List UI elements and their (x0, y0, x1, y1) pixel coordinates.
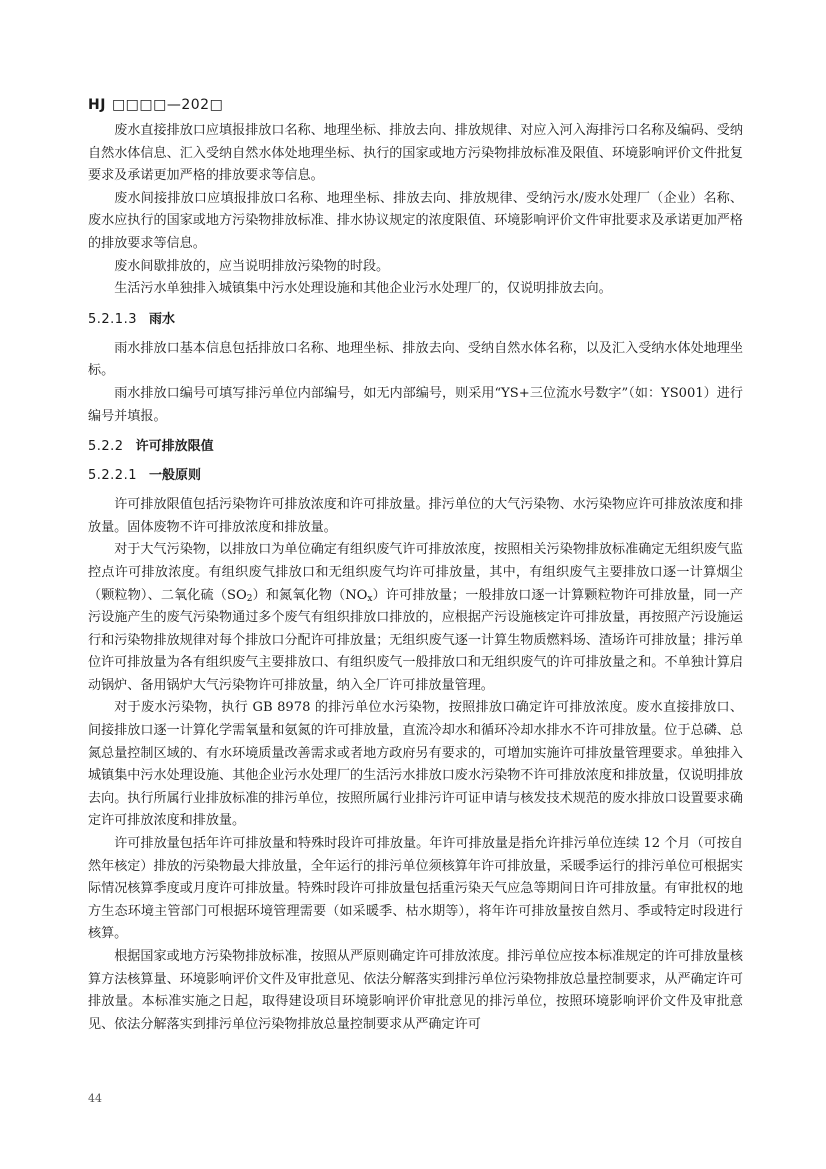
paragraph-annual-limits: 许可排放量包括年许可排放量和特殊时段许可排放量。年许可排放量是指允许排污单位连续 12 个月（可按自然年核定）排放的污染物最大排放量，全年运行的排污单位须核算年许可排放量，采暖季运行的排污单位可根据实际情况核算季度或月度许可排放量。特殊时段许可排放量包括重污染天气应急等期间日许可排放量。有审批权的地方生态环境主管部门可根据环境管理需要（如采暖季、枯水期等），将年许可排放量按自然月、季或特定时段进行核算。 (88, 836, 743, 942)
paragraph-limit-scope: 许可排放限值包括污染物许可排放浓度和许可排放量。排污单位的大气污染物、水污染物应许可排放浓度和排放量。固体废物不许可排放浓度和排放量。 (88, 497, 743, 535)
standard-code: HJ (88, 97, 106, 113)
text-run: ）和氮氧化物（NO (252, 587, 368, 603)
paragraph-air-pollutants (88, 539, 743, 697)
paragraph-standards-basis: 根据国家或地方污染物排放标准，按照从严原则确定许可排放浓度。排污单位应按本标准规定的许可排放量核算方法核算量、环境影响评价文件及审批意见、依法分解落实到排污单位污染物排放总量控制要求，从严确定许可排放量。本标准实施之日起，取得建设项目环境影响评价审批意见的排污单位，按照环境影响评价文件及审批意见、依法分解落实到排污单位污染物排放总量控制要求从严确定许可 (88, 949, 743, 1032)
text-run: ）许可排放量；一般排放口逐一计算颗粒物许可排放量，同一产污设施产生的废气污染物通过多个废气有组织排放口排放的，应根据产污设施核定许可排放量，再按照产污设施运行和污染物排放规律对每个排放口分配许可排放量；无组织废气逐一计算生物质燃料场、渣场许可排放量；排污单位许可排放量为各有组织废气主要排放口、有组织废气一般排放口和无组织废气的许可排放量之和。不单独计算启动锅炉、备用锅炉大气污染物许可排放量，纳入全厂许可排放量管理。 (88, 587, 744, 693)
section-heading-general (88, 466, 743, 486)
paragraph-rain-outlet-info: 雨水排放口基本信息包括排放口名称、地理坐标、排放去向、受纳自然水体名称，以及汇入受纳水体处地理坐标。 (88, 340, 743, 379)
paragraph-intermittent-discharge: 废水间歇排放的，应当说明排放污染物的时段。 (114, 258, 390, 274)
subscript: x (367, 593, 373, 604)
section-number: 5.2.2.1 (88, 468, 137, 484)
paragraph-domestic-sewage: 生活污水单独排入城镇集中污水处理设施和其他企业污水处理厂的，仅说明排放去向。 (114, 281, 612, 297)
page-number: 44 (88, 1092, 102, 1105)
text-run: 对于大气污染物，以排放口为单位确定有组织废气许可排放浓度，按照相关污染物排放标准确定无组织废气监控点许可排放浓度。有组织废气排放口和无组织废气均许可排放量，其中，有组织废气主要排放口逐一计算烟尘（颗粒物）、二氧化硫（SO (88, 542, 743, 603)
section-number: 5.2.2 (88, 439, 124, 455)
section-heading-limits (88, 437, 743, 457)
paragraph-direct-discharge: 废水直接排放口应填报排放口名称、地理坐标、排放去向、排放规律、对应入河入海排污口名称及编码、受纳自然水体信息、汇入受纳自然水体处地理坐标、执行的国家或地方污染物排放标准及限值、环境影响评价文件批复要求及承诺更加严格的排放要求等信息。 (88, 123, 743, 184)
standard-header (88, 97, 223, 113)
section-title: 雨水 (148, 311, 175, 327)
standard-number: □□□□—202□ (111, 97, 224, 113)
section-number: 5.2.1.3 (88, 311, 137, 327)
section-title: 一般原则 (148, 468, 201, 484)
paragraph-indirect-discharge: 废水间接排放口应填报排放口名称、地理坐标、排放去向、排放规律、受纳污水/废水处理厂（企业）名称、废水应执行的国家或地方污染物排放标准、排水协议规定的浓度限值、环境影响评价文件审批要求及承诺更加严格的排放要求等信息。 (88, 190, 743, 251)
subscript: 2 (246, 593, 253, 604)
paragraph-rain-outlet-number: 雨水排放口编号可填写排污单位内部编号，如无内部编号，则采用“YS+三位流水号数字”（如：YS001）进行编号并填报。 (88, 385, 743, 424)
section-title: 许可排放限值 (135, 439, 214, 455)
paragraph-water-pollutants: 对于废水污染物，执行 GB 8978 的排污单位水污染物，按照排放口确定许可排放浓度。废水直接排放口、间接排放口逐一计算化学需氧量和氨氮的许可排放量，直流冷却水和循环冷却水排水不许可排放量。位于总磷、总氮总量控制区域的、有水环境质量改善需求或者地方政府另有要求的，可增加实施许可排放量管理要求。单独排入城镇集中污水处理设施、其他企业污水处理厂的生活污水排放口废水污染物不许可排放浓度和排放量，仅说明排放去向。执行所属行业排放标准的排污单位，按照所属行业排污许可证申请与核发技术规范的废水排放口设置要求确定许可排放浓度和排放量。 (88, 700, 743, 829)
section-heading-rain (88, 310, 743, 330)
document-body (88, 120, 743, 1036)
